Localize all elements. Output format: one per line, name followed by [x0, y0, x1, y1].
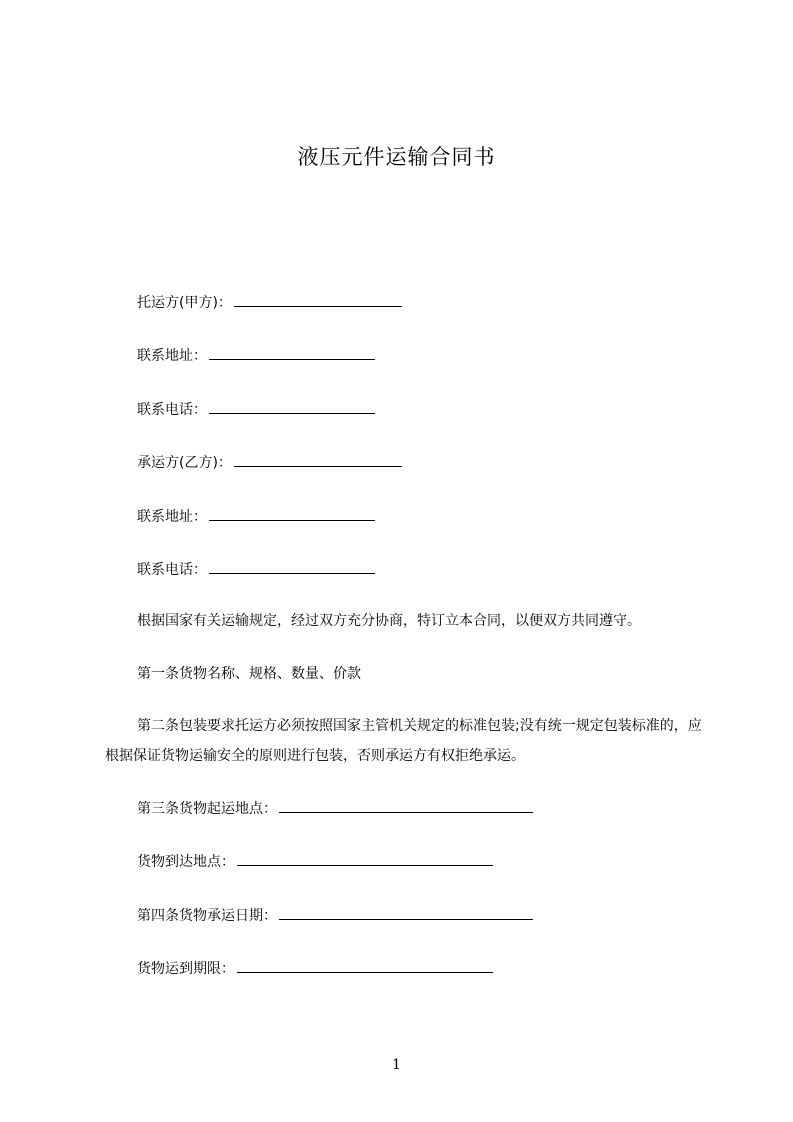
carrier-phone-blank[interactable]	[209, 559, 375, 574]
shipper-address-label: 联系地址：	[137, 348, 207, 364]
shipper-phone-label: 联系电话：	[137, 402, 207, 418]
carrier-phone-label: 联系电话：	[137, 562, 207, 578]
shipping-date-field	[137, 905, 533, 926]
origin-blank[interactable]	[279, 798, 533, 813]
carrier-phone-field	[137, 559, 375, 580]
intro-paragraph: 根据国家有关运输规定，经过双方充分协商，特订立本合同，以便双方共同遵守。	[137, 613, 641, 629]
destination-blank[interactable]	[237, 851, 493, 866]
shipping-date-label: 第四条货物承运日期：	[137, 908, 277, 924]
carrier-blank[interactable]	[234, 452, 402, 467]
origin-label: 第三条货物起运地点：	[137, 801, 277, 817]
shipper-address-blank[interactable]	[209, 345, 375, 360]
carrier-address-field	[137, 506, 375, 527]
delivery-deadline-field	[137, 958, 493, 979]
article-1: 第一条货物名称、规格、数量、价款	[137, 666, 361, 682]
shipping-date-blank[interactable]	[279, 905, 533, 920]
delivery-deadline-label: 货物运到期限：	[137, 961, 235, 977]
shipper-address-field	[137, 345, 375, 366]
shipper-label: 托运方(甲方)：	[137, 295, 232, 311]
page-number: 1	[392, 1057, 401, 1073]
shipper-blank[interactable]	[234, 292, 402, 307]
origin-field	[137, 798, 533, 819]
shipper-field	[137, 292, 402, 313]
carrier-field	[137, 452, 402, 473]
shipper-phone-blank[interactable]	[209, 399, 375, 414]
shipper-phone-field	[137, 399, 375, 420]
carrier-address-label: 联系地址：	[137, 509, 207, 525]
carrier-address-blank[interactable]	[209, 506, 375, 521]
delivery-deadline-blank[interactable]	[237, 958, 493, 973]
carrier-label: 承运方(乙方)：	[137, 455, 232, 471]
destination-label: 货物到达地点：	[137, 854, 235, 870]
article-2: 第二条包装要求托运方必须按照国家主管机关规定的标准包装;没有统一规定包装标准的，应根据保证货物运输安全的原则进行包装，否则承运方有权拒绝承运。	[105, 718, 702, 764]
document-title: 液压元件运输合同书	[297, 145, 496, 169]
destination-field	[137, 851, 493, 872]
